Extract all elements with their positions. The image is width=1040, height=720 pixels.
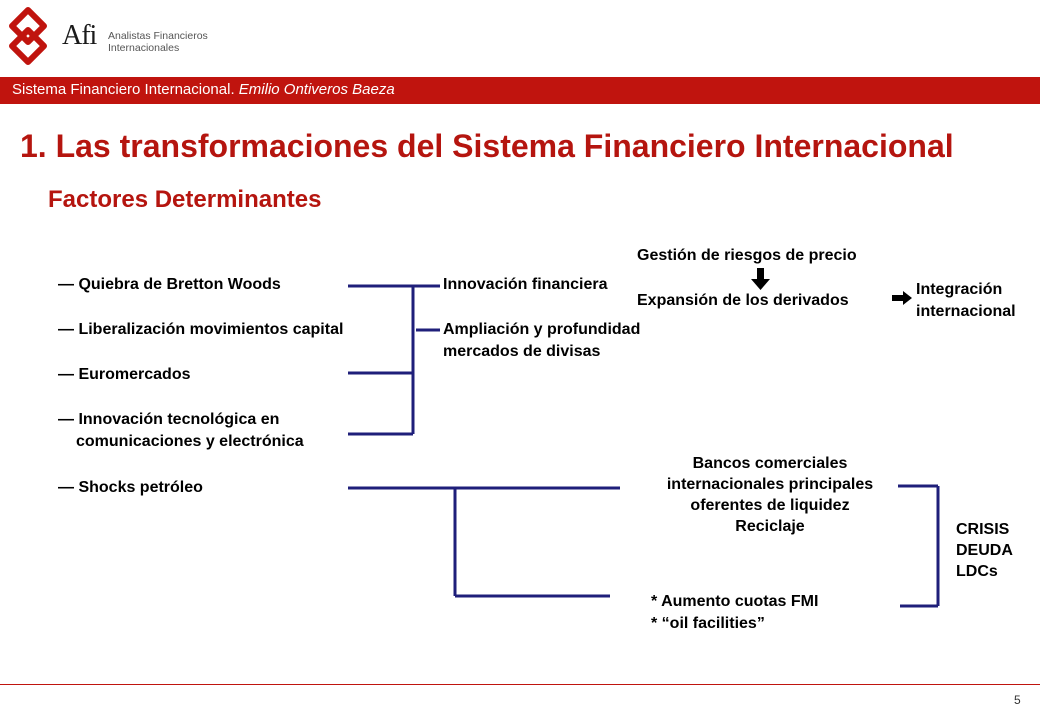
logo-wordmark: Afi xyxy=(62,20,97,51)
page-subtitle: Factores Determinantes xyxy=(48,186,322,213)
fmi-oil-facilities: * “oil facilities” xyxy=(651,615,765,632)
bancos-line3: oferentes de liquidez xyxy=(690,497,850,514)
factor-bretton-woods: — Quiebra de Bretton Woods xyxy=(58,276,281,293)
bancos-line1: Bancos comerciales xyxy=(692,455,848,472)
integracion-line2: internacional xyxy=(916,303,1016,320)
down-arrow-icon xyxy=(751,268,770,290)
factor-shocks-petroleo: — Shocks petróleo xyxy=(58,479,203,496)
bancos-block xyxy=(630,453,910,537)
fmi-cuotas: * Aumento cuotas FMI xyxy=(651,593,819,610)
crisis-line1: CRISIS xyxy=(956,521,1010,538)
page-number: 5 xyxy=(1014,693,1021,707)
footer-divider xyxy=(0,684,1040,685)
page-title: 1. Las transformaciones del Sistema Financiero Internacional xyxy=(20,128,954,164)
banner-course: Sistema Financiero Internacional. xyxy=(12,81,239,98)
crisis-line3: LDCs xyxy=(956,563,998,580)
logo-subtitle-line2: Internacionales xyxy=(108,42,180,54)
crisis-line2: DEUDA xyxy=(956,542,1013,559)
integracion-line1: Integración xyxy=(916,281,1003,298)
ampliacion-line1: Ampliación y profundidad xyxy=(443,321,641,338)
right-arrow-icon xyxy=(892,291,912,305)
factor-innovacion-tecnologica: — Innovación tecnológica en xyxy=(58,411,280,428)
expansion-derivados: Expansión de los derivados xyxy=(637,292,849,309)
banner-author: Emilio Ontiveros Baeza xyxy=(238,81,395,98)
innovacion-financiera: Innovación financiera xyxy=(443,276,608,293)
factor-innovacion-tecnologica-2: comunicaciones y electrónica xyxy=(76,433,304,450)
bancos-line2: internacionales principales xyxy=(666,476,874,493)
bancos-line4: Reciclaje xyxy=(735,518,805,535)
factor-euromercados: — Euromercados xyxy=(58,366,191,383)
logo-subtitle-line1: Analistas Financieros xyxy=(108,30,208,42)
factor-liberalizacion: — Liberalización movimientos capital xyxy=(58,321,344,338)
crisis-block xyxy=(956,519,1013,582)
ampliacion-line2: mercados de divisas xyxy=(443,343,601,360)
gestion-riesgos: Gestión de riesgos de precio xyxy=(637,247,857,264)
